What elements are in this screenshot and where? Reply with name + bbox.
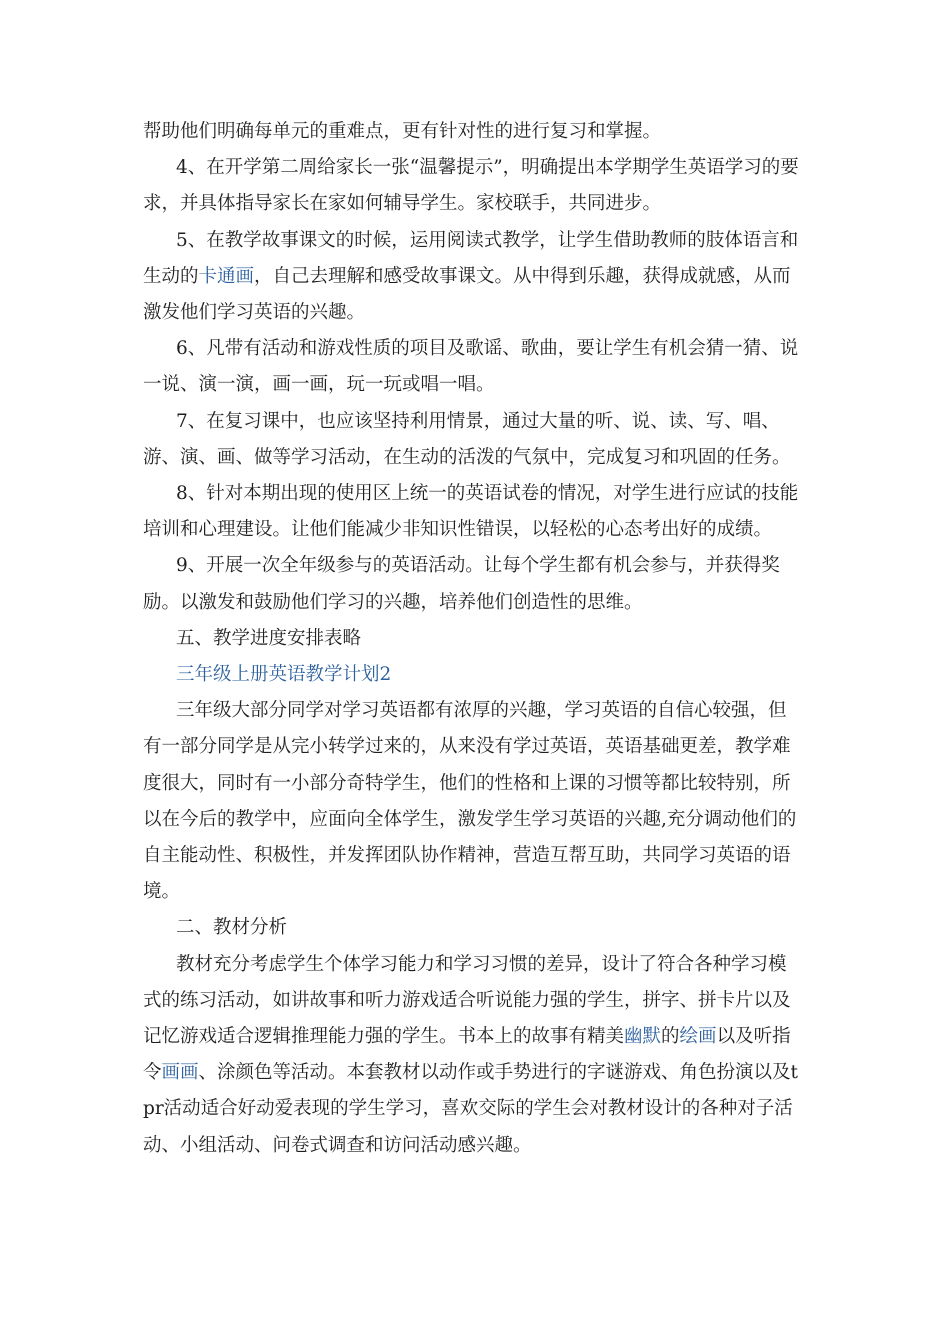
paragraph-item-6 (143, 331, 803, 403)
paragraph-text: 的 (661, 1026, 680, 1048)
paragraph-text: 三年级大部分同学对学习英语都有浓厚的兴趣，学习英语的自信心较强，但有一部分同学是从完小转学过来的，从来没有学过英语，英语基础更差，教学难度很大，同时有一小部分奇特学生，他们的性格和上课的习惯等都比较特别，所以在今后的教学中，应面向全体学生，激发学生学习英语的兴趣,充分调动他们的自主能动性、积极性，并发挥团队协作精神，营造互帮互助，共同学习英语的语境。 (143, 700, 797, 903)
title-link[interactable]: 三年级上册英语教学计划2 (176, 664, 392, 686)
section-heading-5 (143, 621, 803, 657)
paragraph-item-8 (143, 476, 803, 548)
paragraph-item-9 (143, 548, 803, 620)
paragraph-intro (143, 693, 803, 910)
paragraph-text: 教材充分考虑学生个体学习能力和学习习惯的差异，设计了符合各种学习模式的练习活动，如讲故事和听力游戏适合听说能力强的学生，拼字、拼卡片以及记忆游戏适合逻辑推理能力强的学生。书本上的故事有精美 (143, 953, 791, 1048)
paragraph-analysis (143, 947, 803, 1164)
heading-text: 五、教学进度安排表略 (176, 627, 362, 649)
paragraph-text: 5、在教学故事课文的时候，运用阅读式教学，让学生借助教师的肢体语言和生动的 (143, 229, 799, 287)
paragraph-continuation (143, 114, 803, 150)
paragraph-text: 8、针对本期出现的使用区上统一的英语试卷的情况，对学生进行应试的技能培训和心理建设。让他们能减少非知识性错误，以轻松的心态考出好的成绩。 (143, 483, 799, 541)
drawing-link[interactable]: 画画 (161, 1062, 199, 1084)
paragraph-text: ，自己去理解和感受故事课文。从中得到乐趣，获得成就感，从而激发他们学习英语的兴趣。 (143, 265, 791, 324)
paragraph-text: 帮助他们明确每单元的重难点，更有针对性的进行复习和掌握。 (143, 121, 662, 142)
paragraph-item-4 (143, 150, 803, 222)
paragraph-item-5 (143, 223, 803, 332)
paragraph-text: 6、凡带有活动和游戏性质的项目及歌谣、歌曲，要让学生有机会猜一猜、说一说、演一演，画一画，玩一玩或唱一唱。 (143, 338, 799, 396)
document-body (143, 114, 803, 1164)
heading-text: 二、教材分析 (176, 917, 288, 939)
paragraph-text: 7、在复习课中，也应该坚持利用情景，通过大量的听、说、读、写、唱、游、演、画、做等学习活动，在生动的活泼的气氛中，完成复习和巩固的任务。 (143, 410, 791, 468)
paragraph-text: 、涂颜色等活动。本套教材以动作或手势进行的字谜游戏、角色扮演以及tpr活动适合好动爱表现的学生学习，喜欢交际的学生会对教材设计的各种对子活动、小组活动、问卷式调查和访问活动感兴趣。 (143, 1062, 798, 1156)
humor-link[interactable]: 幽默 (624, 1026, 662, 1048)
section-heading-2 (143, 910, 803, 946)
cartoon-link[interactable]: 卡通画 (198, 265, 255, 287)
paragraph-item-7 (143, 404, 803, 476)
paragraph-text: 4、在开学第二周给家长一张“温馨提示”，明确提出本学期学生英语学习的要求，并具体指导家长在家如何辅导学生。家校联手，共同进步。 (143, 157, 799, 215)
section-title-plan-2[interactable] (143, 657, 803, 693)
painting-link[interactable]: 绘画 (679, 1026, 717, 1048)
paragraph-text: 9、开展一次全年级参与的英语活动。让每个学生都有机会参与，并获得奖励。以激发和鼓励他们学习的兴趣，培养他们创造性的思维。 (143, 555, 780, 613)
paragraph-text: 以及听指令 (143, 1026, 791, 1084)
